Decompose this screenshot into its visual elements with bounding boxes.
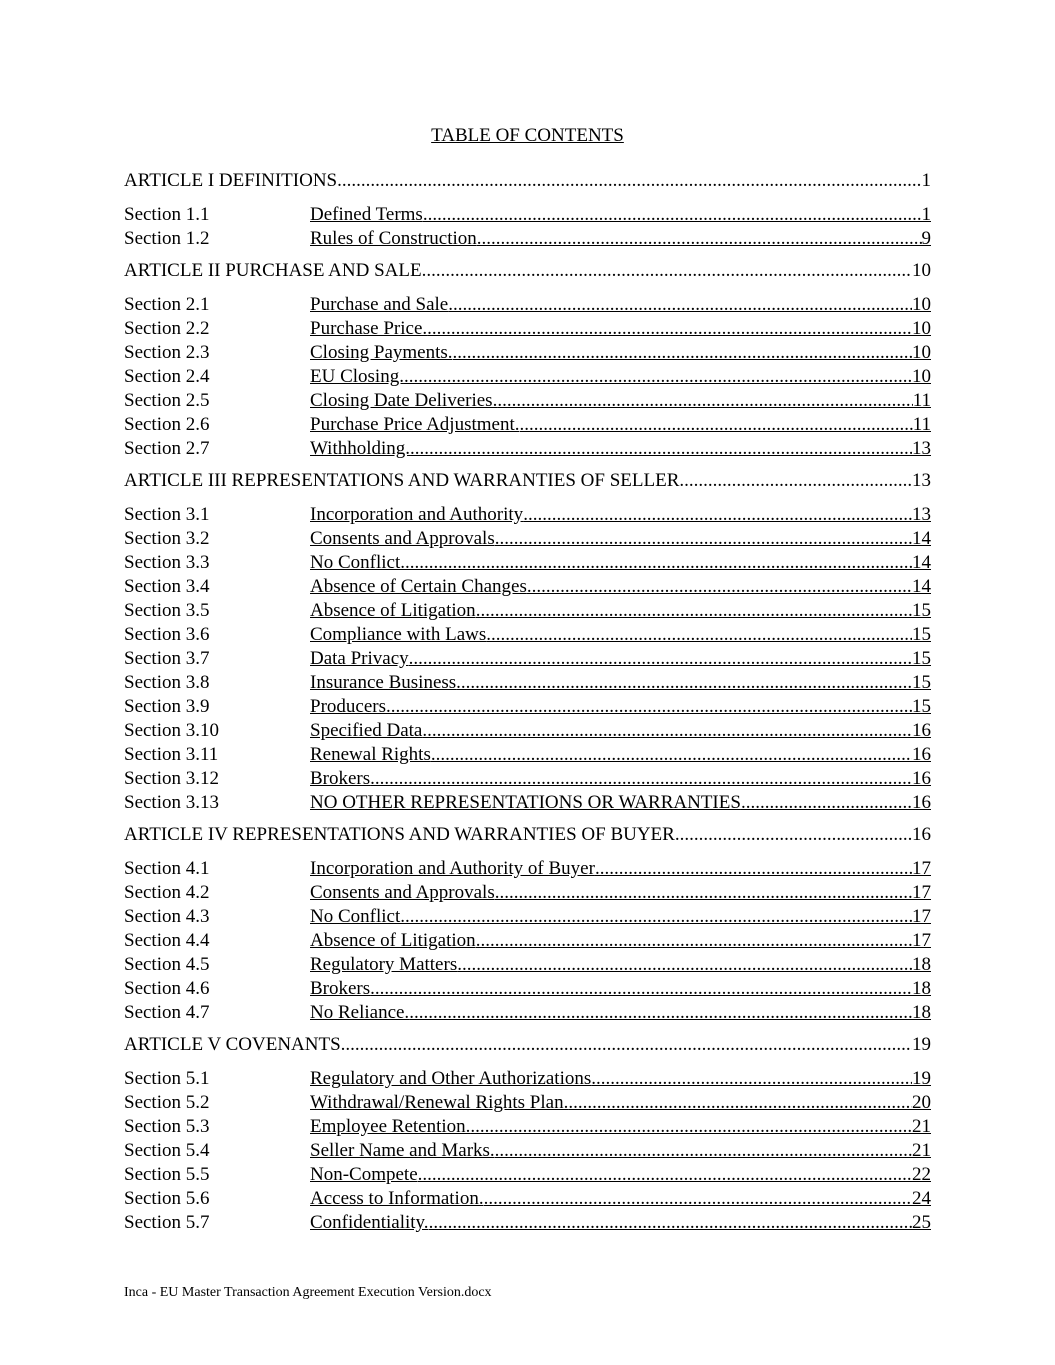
dot-leader [477, 227, 922, 251]
section-link[interactable] [310, 293, 931, 317]
section-number: Section 4.7 [124, 1002, 210, 1023]
page-number: 17 [912, 858, 931, 879]
page-number: 15 [912, 600, 931, 621]
section-title: Absence of Certain Changes [310, 576, 527, 597]
toc-section-entry [124, 317, 931, 341]
section-title: Incorporation and Authority [310, 504, 524, 525]
page-number: 16 [912, 792, 931, 813]
section-title: Regulatory Matters [310, 954, 458, 975]
toc-section-entry [124, 413, 931, 437]
dot-leader [679, 469, 912, 493]
toc-section-entry [124, 599, 931, 623]
toc-section-entry [124, 953, 931, 977]
toc-article-entry[interactable] [124, 259, 931, 283]
dot-leader [410, 437, 912, 461]
page-number: 14 [912, 528, 931, 549]
dot-leader [456, 671, 912, 695]
toc-article-entry[interactable] [124, 169, 931, 193]
section-title: Seller Name and Marks. [310, 1140, 495, 1161]
section-link[interactable] [310, 953, 931, 977]
dot-leader [476, 599, 912, 623]
toc-section-entry [124, 341, 931, 365]
dot-leader [457, 953, 912, 977]
dot-leader [741, 791, 912, 815]
dot-leader [370, 767, 912, 791]
toc-section-entry [124, 857, 931, 881]
section-number: Section 3.7 [124, 648, 210, 669]
page-number: 13 [912, 504, 931, 525]
toc-article-entry[interactable] [124, 469, 931, 493]
page-number: 15 [912, 696, 931, 717]
page-number: 10 [912, 318, 931, 339]
dot-leader [484, 1187, 912, 1211]
page-number: 16 [912, 768, 931, 789]
dot-leader [523, 503, 912, 527]
dot-leader [386, 695, 912, 719]
section-number: Section 5.4 [124, 1140, 210, 1161]
section-title: Withholding. [310, 438, 411, 459]
page-number: 1 [921, 204, 931, 225]
section-number: Section 4.4 [124, 930, 210, 951]
dot-leader [470, 1115, 912, 1139]
dot-leader [337, 169, 921, 193]
section-link[interactable] [310, 743, 931, 767]
article-heading: ARTICLE I DEFINITIONS [124, 170, 338, 191]
section-number: Section 2.5 [124, 390, 210, 411]
section-link[interactable] [310, 977, 931, 1001]
dot-leader [495, 881, 912, 905]
section-title: Rules of Construction [310, 228, 477, 249]
page-number: 14 [912, 552, 931, 573]
dot-leader [453, 341, 912, 365]
section-number: Section 3.11 [124, 744, 219, 765]
section-title: Absence of Litigation [310, 600, 476, 621]
page-number: 13 [912, 470, 931, 491]
section-title: Brokers [310, 978, 371, 999]
section-link[interactable] [310, 1139, 931, 1163]
page-number: 11 [912, 390, 931, 411]
dot-leader [409, 647, 912, 671]
section-number: Section 4.1 [124, 858, 210, 879]
section-link[interactable] [310, 341, 931, 365]
section-link[interactable] [310, 791, 931, 815]
section-number: Section 3.8 [124, 672, 210, 693]
section-link[interactable] [310, 389, 931, 413]
section-link[interactable] [310, 413, 931, 437]
section-title: Data Privacy [310, 648, 409, 669]
section-number: Section 5.6 [124, 1188, 210, 1209]
section-link[interactable] [310, 1091, 931, 1115]
toc-section-entry [124, 551, 931, 575]
dot-leader [520, 413, 913, 437]
section-link[interactable] [310, 437, 931, 461]
section-link[interactable] [310, 905, 931, 929]
section-number: Section 1.2 [124, 228, 210, 249]
section-title: Incorporation and Authority of Buyer [310, 858, 595, 879]
page-number: 15 [912, 624, 931, 645]
toc-section-entry [124, 1091, 931, 1115]
toc-section-entry [124, 881, 931, 905]
section-title: Purchase Price Adjustment. [310, 414, 520, 435]
section-link[interactable] [310, 695, 931, 719]
section-title: Insurance Business [310, 672, 457, 693]
section-title: Closing Date Deliveries. [310, 390, 498, 411]
section-number: Section 3.10 [124, 720, 219, 741]
section-number: Section 4.3 [124, 906, 210, 927]
toc-section-entry [124, 1139, 931, 1163]
section-title: Confidentiality. [310, 1212, 429, 1233]
article-heading: ARTICLE IV REPRESENTATIONS AND WARRANTIES OF BUYER [124, 824, 675, 845]
page-number: 19 [912, 1068, 931, 1089]
section-link[interactable] [310, 317, 931, 341]
section-link[interactable] [310, 503, 931, 527]
page-number: 20 [912, 1092, 931, 1113]
dot-leader [497, 389, 912, 413]
section-link[interactable] [310, 647, 931, 671]
page-number: 22 [912, 1164, 931, 1185]
toc-article-entry[interactable] [124, 1033, 931, 1057]
page-number: 15 [912, 648, 931, 669]
toc-section-entry [124, 527, 931, 551]
dot-leader [370, 977, 912, 1001]
section-number: Section 4.6 [124, 978, 210, 999]
dot-leader [405, 551, 912, 575]
section-number: Section 3.2 [124, 528, 210, 549]
toc-section-entry [124, 1067, 931, 1091]
section-title: Non-Compete [310, 1164, 418, 1185]
toc-section-entry [124, 227, 931, 251]
section-number: Section 1.1 [124, 204, 210, 225]
section-link[interactable] [310, 599, 931, 623]
dot-leader [495, 1139, 912, 1163]
section-link[interactable] [310, 575, 931, 599]
dot-leader [675, 823, 912, 847]
page-number: 24 [912, 1188, 931, 1209]
dot-leader [568, 1091, 912, 1115]
toc-section-entry [124, 203, 931, 227]
toc-section-entry [124, 929, 931, 953]
toc-section-entry [124, 977, 931, 1001]
page-number: 1 [921, 170, 931, 191]
section-title: Absence of Litigation [310, 930, 476, 951]
toc-section-entry [124, 695, 931, 719]
section-title: No Conflict. [310, 552, 405, 573]
toc-section-entry [124, 1211, 931, 1235]
page-number: 16 [912, 744, 931, 765]
section-number: Section 5.1 [124, 1068, 210, 1089]
page-number: 17 [912, 906, 931, 927]
section-title: Producers [310, 696, 386, 717]
dot-leader [423, 203, 922, 227]
section-number: Section 3.13 [124, 792, 219, 813]
section-title: Consents and Approvals [310, 882, 495, 903]
dot-leader [448, 293, 912, 317]
article-heading: ARTICLE III REPRESENTATIONS AND WARRANTIES OF SELLER [124, 470, 680, 491]
section-link[interactable] [310, 671, 931, 695]
page-number: 16 [912, 824, 931, 845]
toc-section-entry [124, 1187, 931, 1211]
section-link[interactable] [310, 1001, 931, 1025]
page-number: 15 [912, 672, 931, 693]
section-title: Defined Terms [310, 204, 423, 225]
article-heading: ARTICLE II PURCHASE AND SALE [124, 260, 422, 281]
section-title: No Reliance. [310, 1002, 410, 1023]
section-title: Compliance with Laws [310, 624, 487, 645]
page-number: 9 [921, 228, 931, 249]
page-number: 16 [912, 720, 931, 741]
section-number: Section 3.12 [124, 768, 219, 789]
section-link[interactable] [310, 227, 931, 251]
dot-leader [595, 857, 912, 881]
section-title: EU Closing. [310, 366, 404, 387]
toc-section-entry [124, 503, 931, 527]
section-number: Section 2.7 [124, 438, 210, 459]
section-link[interactable] [310, 719, 931, 743]
section-title: Purchase and Sale [310, 294, 449, 315]
section-number: Section 2.2 [124, 318, 210, 339]
section-link[interactable] [310, 1067, 931, 1091]
section-title: No Conflict. [310, 906, 405, 927]
page-number: 21 [912, 1140, 931, 1161]
section-number: Section 4.5 [124, 954, 210, 975]
page-number: 18 [912, 954, 931, 975]
section-number: Section 5.5 [124, 1164, 210, 1185]
toc-section-entry [124, 1163, 931, 1187]
page-title: TABLE OF CONTENTS [431, 125, 624, 146]
section-link[interactable] [310, 1211, 931, 1235]
section-number: Section 2.3 [124, 342, 210, 363]
page-number: 21 [912, 1116, 931, 1137]
section-number: Section 3.5 [124, 600, 210, 621]
section-number: Section 2.4 [124, 366, 210, 387]
section-number: Section 2.6 [124, 414, 210, 435]
toc-section-entry [124, 437, 931, 461]
page-number: 10 [912, 294, 931, 315]
dot-leader [409, 1001, 912, 1025]
page-number: 14 [912, 576, 931, 597]
section-number: Section 5.3 [124, 1116, 210, 1137]
section-number: Section 4.2 [124, 882, 210, 903]
page-number: 18 [912, 1002, 931, 1023]
dot-leader [429, 1211, 912, 1235]
section-title: NO OTHER REPRESENTATIONS OR WARRANTIES [310, 792, 741, 813]
section-link[interactable] [310, 623, 931, 647]
dot-leader [422, 259, 912, 283]
toc-section-entry [124, 575, 931, 599]
dot-leader [495, 527, 912, 551]
toc-section-entry [124, 767, 931, 791]
toc-section-entry [124, 671, 931, 695]
dot-leader [422, 719, 912, 743]
toc-section-entry [124, 1001, 931, 1025]
toc-section-entry [124, 791, 931, 815]
dot-leader [476, 929, 912, 953]
section-link[interactable] [310, 1115, 931, 1139]
dot-leader [404, 365, 912, 389]
section-title: Purchase Price. [310, 318, 428, 339]
section-number: Section 3.4 [124, 576, 210, 597]
section-link[interactable] [310, 203, 931, 227]
toc-section-entry [124, 365, 931, 389]
dot-leader [486, 623, 912, 647]
section-title: Specified Data [310, 720, 423, 741]
toc-section-entry [124, 719, 931, 743]
section-title: Access to Information. [310, 1188, 484, 1209]
section-link[interactable] [310, 527, 931, 551]
section-link[interactable] [310, 881, 931, 905]
page-number: 11 [912, 414, 931, 435]
toc-section-entry [124, 743, 931, 767]
toc-section-entry [124, 293, 931, 317]
dot-leader [341, 1033, 912, 1057]
section-number: Section 3.3 [124, 552, 210, 573]
toc-section-entry [124, 905, 931, 929]
section-link[interactable] [310, 857, 931, 881]
section-title: Regulatory and Other Authorizations [310, 1068, 592, 1089]
section-link[interactable] [310, 767, 931, 791]
toc-section-entry [124, 389, 931, 413]
section-number: Section 2.1 [124, 294, 210, 315]
section-link[interactable] [310, 929, 931, 953]
page-number: 10 [912, 260, 931, 281]
section-number: Section 3.6 [124, 624, 210, 645]
section-title: Consents and Approvals [310, 528, 495, 549]
dot-leader [527, 575, 912, 599]
section-number: Section 5.7 [124, 1212, 210, 1233]
section-title: Closing Payments. [310, 342, 453, 363]
toc-section-entry [124, 647, 931, 671]
footer-filename: Inca - EU Master Transaction Agreement Execution Version.docx [124, 1285, 492, 1300]
section-number: Section 3.1 [124, 504, 210, 525]
section-link[interactable] [310, 1163, 931, 1187]
section-title: Employee Retention. [310, 1116, 471, 1137]
section-number: Section 3.9 [124, 696, 210, 717]
page-number: 18 [912, 978, 931, 999]
page-number: 10 [912, 366, 931, 387]
article-heading: ARTICLE V COVENANTS [124, 1034, 341, 1055]
dot-leader [427, 317, 912, 341]
page-number: 10 [912, 342, 931, 363]
page-number: 17 [912, 930, 931, 951]
dot-leader [405, 905, 912, 929]
section-link[interactable] [310, 1187, 931, 1211]
section-link[interactable] [310, 365, 931, 389]
page-number: 25 [912, 1212, 931, 1233]
page-number: 13 [912, 438, 931, 459]
toc-section-entry [124, 623, 931, 647]
dot-leader [431, 743, 912, 767]
toc-section-entry [124, 1115, 931, 1139]
section-link[interactable] [310, 551, 931, 575]
section-number: Section 5.2 [124, 1092, 210, 1113]
dot-leader [591, 1067, 912, 1091]
table-of-contents [124, 169, 931, 1243]
section-title: Withdrawal/Renewal Rights Plan. [310, 1092, 569, 1113]
toc-article-entry[interactable] [124, 823, 931, 847]
page-number: 17 [912, 882, 931, 903]
page-number: 19 [912, 1034, 931, 1055]
section-title: Brokers [310, 768, 371, 789]
dot-leader [418, 1163, 912, 1187]
section-title: Renewal Rights [310, 744, 431, 765]
